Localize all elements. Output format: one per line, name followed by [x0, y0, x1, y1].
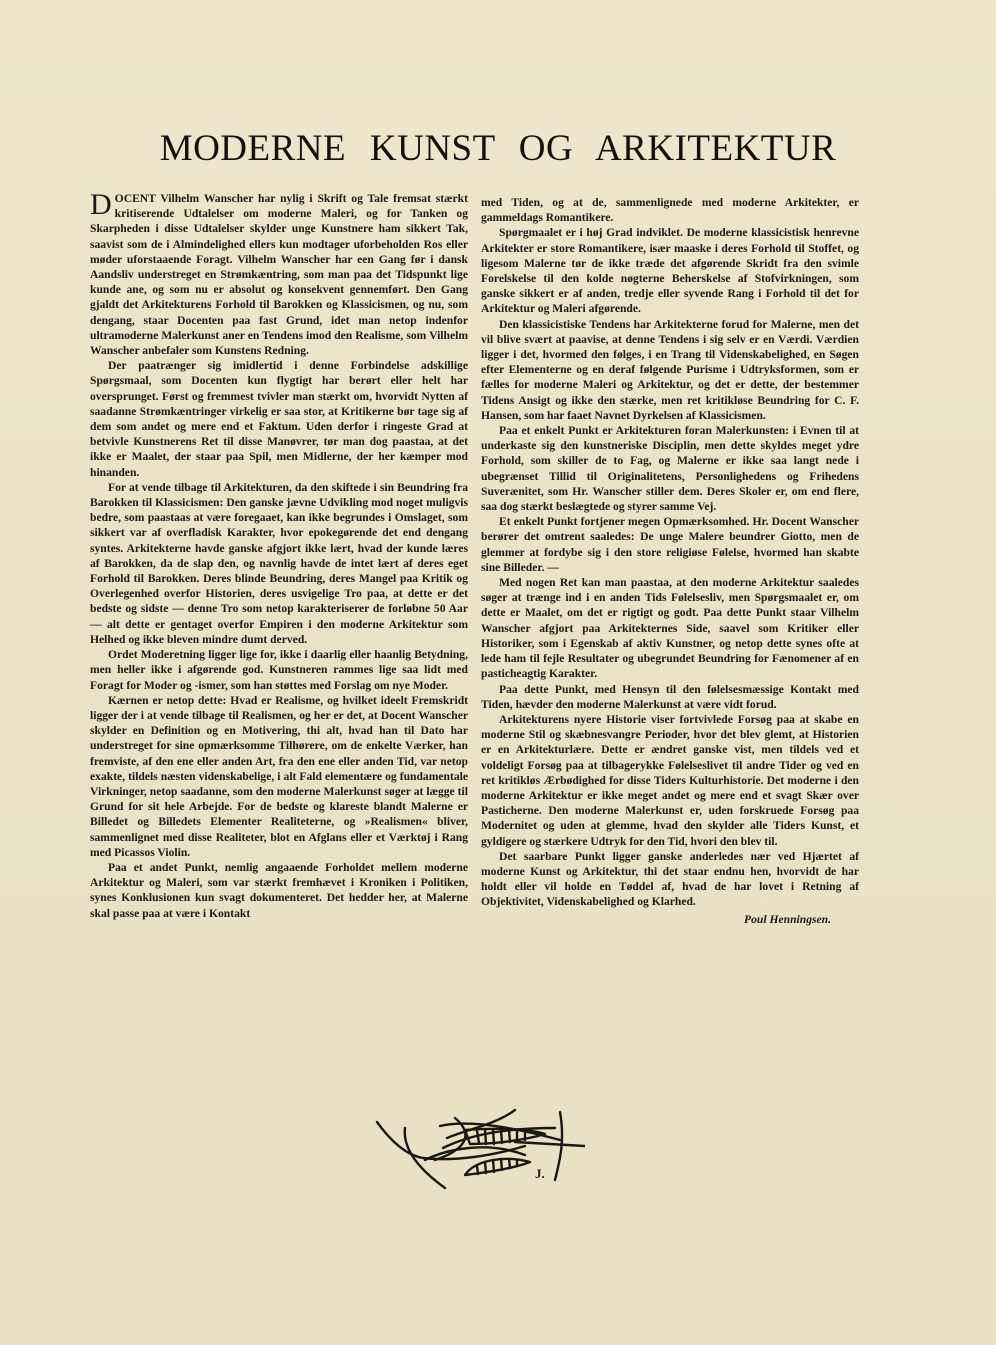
opening-paragraph-text: Vilhelm Wanscher har nylig i Skrift og Tale fremsat stærkt kritiserende Udtalelser om moderne Maleri, og for Tanken og Skarpheden i disse Udtalelser skylder unge Kunstnere ham sikkert Tak, saavist som de i Almindelighed ellers kun modtager uforbeholden Ros eller møder uforstaaende Foragt. Vilhelm Wanscher har een Gang før i dansk Aandsliv understreget en Strømkæntring, som man paa det Tidspunkt lige kunde ane, og som nu er absolut og konsekvent gennemført. Den Gang gjaldt det Arkitekturens Forhold til Barokken og Klassicismen, og nu, som dengang, staar Docenten paa fast Grund, idet man netop indenfor ultramoderne Malerkunst aner en Tendens imod den Realisme, som Vilhelm Wanscher anbefaler som Kunstens Redning.: [90, 192, 468, 358]
artist-monogram: J.: [535, 1166, 545, 1181]
left-column: [90, 188, 468, 921]
lead-caps: OCENT: [114, 192, 156, 205]
ink-sketch-illustration-icon: [365, 1100, 585, 1190]
paragraph: Med nogen Ret kan man paastaa, at den moderne Arkitektur saaledes søger at trænge ind i en anden Tids Følelsesliv, men Spørgsmaalet er, om dette er Maalet, om det er rigtigt og godt. Paa dette Punkt staar Vilhelm Wanscher afgjort paa Arkitekternes Side, saavel som Kritiker eller Historiker, som i Egenskab af aktiv Kunstner, og netop dette synes ofte at lede ham til fejle Resultater og ubegrundet Beundring for Fænomener af en pasticheagtig Karakter.: [481, 576, 859, 681]
paragraph: Kærnen er netop dette: Hvad er Realisme, og hvilket ideelt Fremskridt ligger der i at vende tilbage til Realismen, og her er det, at Docent Wanscher skylder en Definition og en Motivering, thi alt, hvad han til Dato har understreget for sine opmærksomme Tilhørere, om de enkelte Værker, han fremviste, af den ene eller anden Art, fra den ene eller anden Tid, var netop exakte, tildels næsten videnskabelige, i alt Fald elementære og fundamentale Virkninger, netop saadanne, som den moderne Malerkunst søger at lægge til Grund for sit hele Arbejde. For de bedste og klareste blandt Malerne er Billedet og Billedets Elementer Realiteterne, og »Realismen« bliver, sammenlignet med disse Realiteter, blot en Afglans eller et Værktøj i Rang med Picassos Violin.: [90, 693, 468, 859]
paragraph: Spørgmaalet er i høj Grad indviklet. De moderne klassicistisk henrevne Arkitekter er store Romantikere, især maaske i deres Forhold til Stoffet, og ligesom Malerne tør de ikke træde det afgørende Skridt fra den svimle Forelskelse til den kolde nøgterne Beherskelse af Stofvirkningen, som ganske sikkert er af anden, tredje eller syvende Rang i Forhold til det for Arkitektur og Maleri afgørende.: [481, 226, 859, 316]
paragraph: Der paatrænger sig imidlertid i denne Forbindelse adskillige Spørgsmaal, som Docenten kun flygtigt har berørt eller helt har oversprunget. Først og fremmest tvivler man stærkt om, hvorvidt Nytten af saadanne Strømkæntringer virkelig er saa stor, at Kritikerne bør tage sig af dem som andet og mere end et Faktum. Uden derfor i ringeste Grad at betvivle Kunstnerens Ret til disse Manøvrer, tør man dog paastaa, at det ikke er Maalet, der staar paa Spil, men Midlerne, der her kæmper mod hinanden.: [90, 359, 468, 479]
right-column: [481, 195, 859, 927]
paragraph: Arkitekturens nyere Historie viser fortvivlede Forsøg paa at skabe en moderne Stil og skæbnesvangre Perioder, hvor det blev glemt, at Historien er en Arkitekturlære. Dette er ændret ganske vist, men tildels ved et voldeligt Forsøg paa at tilbagerykke Følelseslivet til andre Tider og ved en ret kritikløs Ærbødighed for disse Tiders Kulturhistorie. Det moderne i den moderne Arkitektur er ikke meget andet og mere end et svagt Skær over Pasticherne. Den moderne Malerkunst er, uden forskruede Forsøg paa Modernitet og uden at glemme, hvad den skylder alle Tiders Kunst, et gyldigere og stærkere Udtryk for den Tid, hvori den blev til.: [481, 712, 859, 848]
paragraph: Den klassicistiske Tendens har Arkitekterne forud for Malerne, men det vil blive svært at paavise, at denne Tendens i sig selv er en Værdi. Værdien ligger i det, hvormed den følges, i en Trang til Videnskabelighed, en Søgen efter Elementerne og en deraf følgende Purisme i Udtryksformen, som er fælles for moderne Maleri og Arkitektur, og det er dette, der bestemmer Tidens Ansigt og ikke den stærke, men ret kritikløse Beundring for C. F. Hansen, som har faaet Navnet Dyrkelsen af Klassicismen.: [481, 317, 859, 422]
paragraph: For at vende tilbage til Arkitekturen, da den skiftede i sin Beundring fra Barokken til Klassicismen: Den ganske jævne Udvikling mod noget muligvis bedre, som paastaas at være foregaaet, kan ikke begrundes i Omslaget, som sikkert var af overfladisk Karakter, hvor epokegørende det end dengang syntes. Arkitekterne havde ganske afgjort ikke lært, hvad der kunde læres af Barokken, da de slap den, og navnlig havde de intet lært af deres eget Forhold til Barokken. Deres blinde Beundring, deres Mangel paa Kritik og Overlegenhed overfor Historien, deres usvigelige Tro paa, at dette er det bedste og sidste — denne Tro som netop karakteriserer de forløbne 50 Aar — alt dette er gentaget overfor Empiren i den moderne Arkitektur som Helhed og ikke bleven mindre dumt derved.: [90, 480, 468, 646]
paragraph: Et enkelt Punkt fortjener megen Opmærksomhed. Hr. Docent Wanscher berører det omtrent saaledes: De unge Malere beundrer Giotto, men de glemmer at fordybe sig i den store religiøse Følelse, hvormed han skabte sine Billeder. —: [481, 515, 859, 574]
paragraph: Paa et andet Punkt, nemlig angaaende Forholdet mellem moderne Arkitektur og Maleri, som var stærkt fremhævet i Kroniken i Politiken, synes Konklusionen kun svagt dokumenteret. Det hedder her, at Malerne skal passe paa at være i Kontakt: [90, 860, 468, 920]
page-title: MODERNE KUNST OG ARKITEKTUR: [159, 128, 837, 169]
author-signature: Poul Henningsen.: [744, 912, 831, 926]
paragraph: Paa dette Punkt, med Hensyn til den følelsesmæssige Kontakt med Tiden, hævder den moderne Malerkunst at være vidt forud.: [481, 682, 859, 711]
paragraph: Det saarbare Punkt ligger ganske anderledes nær ved Hjærtet af moderne Kunst og Arkitektur, thi det staar endnu hen, hvorvidt de har holdt eller vil holde en Tøddel af, hvad de har lovet i Retning af Objektivitet, Videnskabelighed og Klarhed.: [481, 849, 859, 909]
paragraph: Ordet Moderetning ligger lige for, ikke i daarlig eller haanlig Betydning, men heller ikke i afgørende god. Kunstneren rammes lige saa lidt med Foragt for Moder og -ismer, som han støttes med Forslag om nye Moder.: [90, 648, 468, 692]
continuation-paragraph: med Tiden, og at de, sammenlignede med moderne Arkitekter, er gammeldags Romantikere.: [481, 196, 859, 225]
paragraph: Paa et enkelt Punkt er Arkitekturen foran Malerkunsten: i Evnen til at underkaste sig den kunstneriske Disciplin, men dette skyldes meget ydre Forhold, som skiller de to Fag, og Malerne er ikke saa langt nede i ubegrænset Tillid til Originalitetens, Personlighedens og Frihedens Suverænitet, som Hr. Wanscher stiller dem. Deres Skoler er, om end flere, saa dog stærkt beslægtede og styrer samme Vej.: [481, 424, 859, 514]
drop-cap: D: [90, 188, 112, 221]
opening-paragraph: [90, 188, 468, 358]
